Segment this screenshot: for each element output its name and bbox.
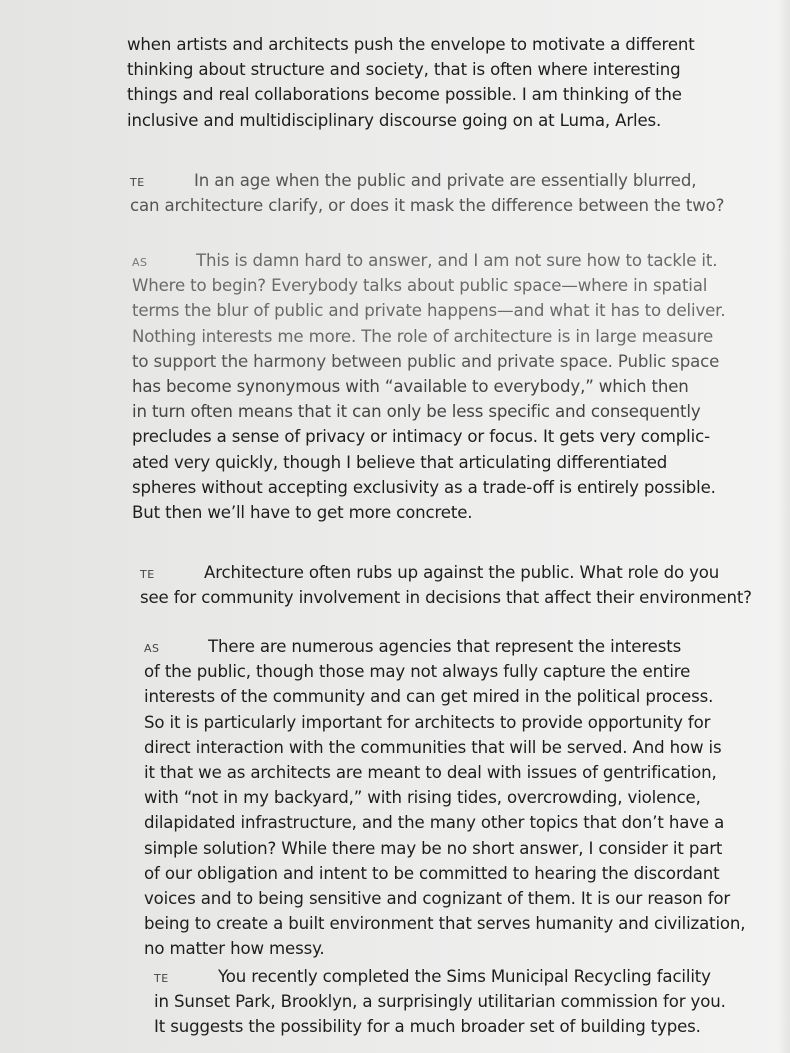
answer-line: ated very quickly, though I believe that articulating differentiated [132, 452, 668, 472]
question-line: It suggests the possibility for a much broader set of building types. [154, 1017, 701, 1037]
intro-line: inclusive and multidisciplinary discourse going on at Luma, Arles. [127, 110, 662, 130]
speaker-label: AS [132, 256, 148, 269]
answer-line: direct interaction with the communities that will be served. And how is [144, 737, 722, 757]
answer-line: no matter how messy. [144, 939, 325, 959]
speaker-label: TE [140, 568, 155, 581]
page-edge-shadow [778, 0, 790, 1053]
answer-2 [144, 634, 745, 961]
question-1 [130, 168, 724, 218]
answer-line: simple solution? While there may be no short answer, I consider it part [144, 838, 723, 858]
question-line: can architecture clarify, or does it mask the difference between the two? [130, 196, 725, 216]
question-line: in Sunset Park, Brooklyn, a surprisingly utilitarian commission for you. [154, 992, 726, 1012]
question-line: You recently completed the Sims Municipal Recycling facility [218, 967, 711, 986]
answer-line: spheres without accepting exclusivity as a trade-off is entirely possible. [132, 477, 716, 497]
intro-line: thinking about structure and society, that is often where interesting [127, 60, 681, 80]
answer-line: with “not in my backyard,” with rising tides, overcrowding, violence, [144, 788, 701, 808]
intro-line: when artists and architects push the envelope to motivate a different [127, 35, 695, 54]
answer-line: This is damn hard to answer, and I am not sure how to tackle it. [196, 251, 718, 270]
answer-line: voices and to being sensitive and cognizant of them. It is our reason for [144, 888, 731, 908]
answer-line: precludes a sense of privacy or intimacy or focus. It gets very complic- [132, 427, 710, 447]
answer-line: of our obligation and intent to be committed to hearing the discordant [144, 863, 720, 883]
answer-line: being to create a built environment that serves humanity and civilization, [144, 914, 746, 934]
answer-line: But then we’ll have to get more concrete. [132, 502, 473, 522]
answer-line: interests of the community and can get mired in the political process. [144, 687, 714, 707]
question-line: Architecture often rubs up against the public. What role do you [204, 563, 720, 582]
question-3 [154, 964, 726, 1040]
question-line: In an age when the public and private are essentially blurred, [194, 171, 697, 190]
speaker-label: AS [144, 642, 160, 655]
question-line: see for community involvement in decisions that affect their environment? [140, 588, 752, 608]
answer-line: So it is particularly important for architects to provide opportunity for [144, 712, 711, 732]
speaker-label: TE [154, 972, 169, 985]
question-2 [140, 560, 752, 610]
answer-line: of the public, though those may not always fully capture the entire [144, 662, 691, 682]
intro-paragraph [127, 32, 695, 133]
answer-line: has become synonymous with “available to everybody,” which then [132, 376, 689, 396]
answer-line: it that we as architects are meant to deal with issues of gentrification, [144, 762, 717, 782]
speaker-label: TE [130, 176, 145, 189]
answer-1 [132, 248, 725, 525]
answer-line: Nothing interests me more. The role of architecture is in large measure [132, 326, 714, 346]
answer-line: in turn often means that it can only be less specific and consequently [132, 402, 701, 422]
answer-line: to support the harmony between public and private space. Public space [132, 351, 720, 371]
answer-line: dilapidated infrastructure, and the many other topics that don’t have a [144, 813, 725, 833]
answer-line: Where to begin? Everybody talks about public space—where in spatial [132, 276, 708, 296]
answer-line: terms the blur of public and private happens—and what it has to deliver. [132, 301, 726, 321]
intro-line: things and real collaborations become possible. I am thinking of the [127, 85, 682, 105]
answer-line: There are numerous agencies that represent the interests [208, 637, 682, 656]
